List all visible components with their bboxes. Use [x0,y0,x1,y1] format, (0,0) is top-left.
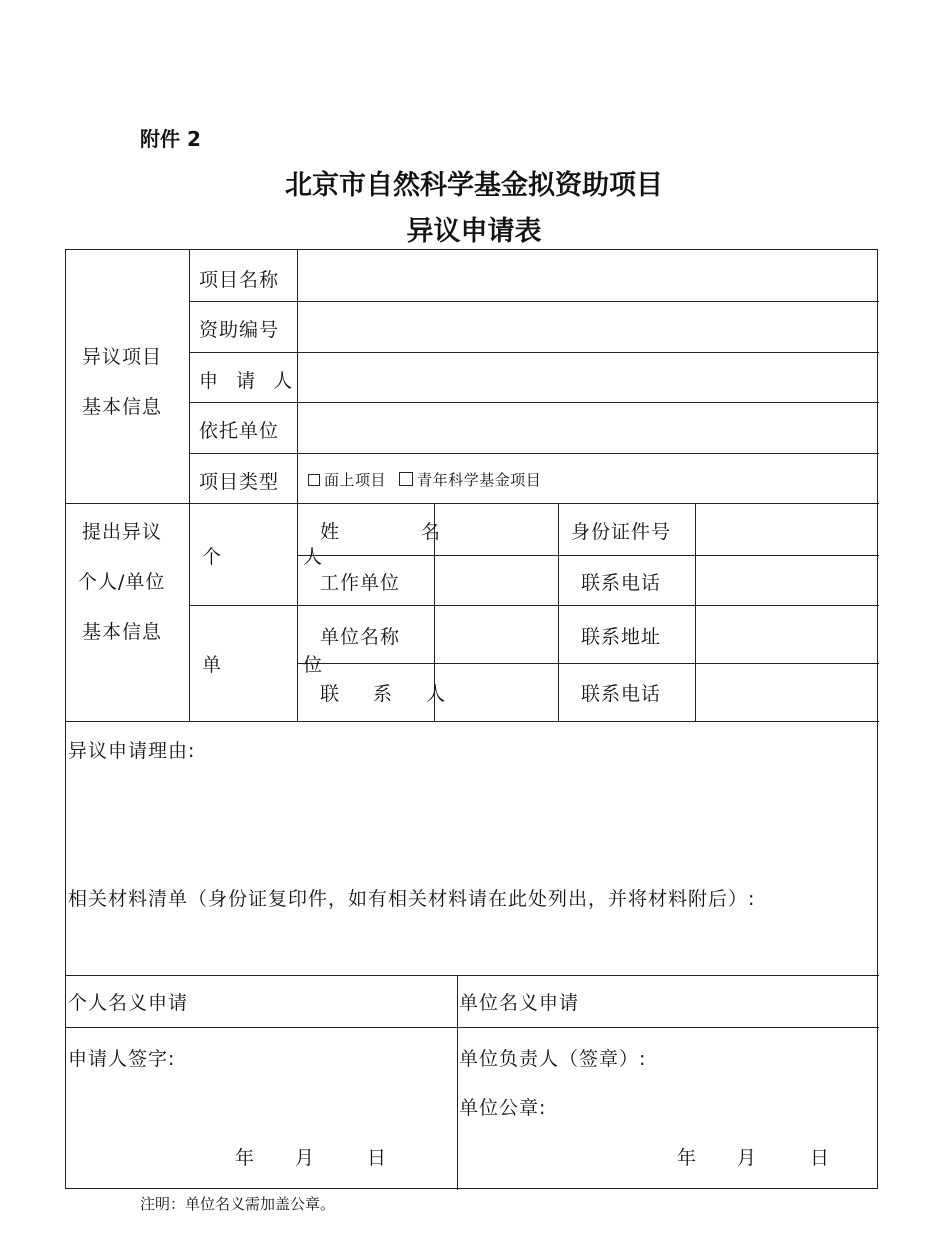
phone-label: 联系电话 [581,572,662,594]
footnote: 注明：单位名义需加盖公章。 [140,1195,336,1213]
id-number-label: 身份证件号 [571,521,672,543]
grid-line [695,503,696,721]
applicant-signature-label: 申请人签字: [68,1048,176,1070]
contact-person-label: 联 系 人 [320,683,460,705]
checkbox-general-project[interactable] [308,474,320,486]
row-label-host-unit: 依托单位 [199,420,280,442]
section2-label-line1: 提出异议 [82,521,163,543]
grid-line [189,352,879,353]
row-label-applicant: 申 请 人 [199,370,299,392]
checkbox-youth-project[interactable] [399,472,413,486]
unit-label: 单 位 [202,654,361,676]
individual-label: 个 人 [202,546,361,568]
date-left-month: 月 [295,1147,316,1169]
section1-label-line1: 异议项目 [82,346,163,368]
unit-name-label: 单位名称 [320,626,401,648]
address-label: 联系地址 [581,626,662,648]
date-right-year: 年 [677,1147,698,1169]
section2-label-line2: 个人/单位 [78,571,166,593]
row-label-funding-number: 资助编号 [199,319,280,341]
attachment-label: 附件 2 [140,127,201,151]
grid-line [297,555,879,556]
date-left-year: 年 [235,1147,256,1169]
grid-line [189,402,879,403]
grid-line [66,721,879,722]
row-label-project-type: 项目类型 [199,471,280,493]
grid-line [66,503,879,504]
materials-label: 相关材料清单（身份证复印件，如有相关材料请在此处列出，并将材料附后）: [68,888,756,910]
grid-line [66,975,879,976]
grid-line [189,301,879,302]
unit-apply-label: 单位名义申请 [459,992,580,1014]
date-left-day: 日 [367,1147,388,1169]
unit-head-signature-label: 单位负责人（签章）: [459,1048,647,1070]
grid-line [558,503,559,721]
work-unit-label: 工作单位 [320,572,401,594]
grid-line [189,453,879,454]
date-right-month: 月 [737,1147,758,1169]
option-general-project: 面上项目 [324,471,387,489]
grid-line [66,1027,879,1028]
personal-apply-label: 个人名义申请 [68,992,189,1014]
reason-label: 异议申请理由: [68,740,196,762]
grid-line [189,250,190,721]
grid-line [189,605,879,606]
form-table [65,249,878,1189]
form-title-line1: 北京市自然科学基金拟资助项目 [285,170,663,201]
grid-line [457,975,458,1190]
form-title-line2: 异议申请表 [406,216,542,247]
unit-seal-label: 单位公章: [459,1097,547,1119]
grid-line [297,663,879,664]
project-type-options [308,469,541,490]
name-label: 姓 名 [320,521,479,543]
phone2-label: 联系电话 [581,683,662,705]
option-youth-project: 青年科学基金项目 [417,471,542,489]
date-right-day: 日 [810,1147,831,1169]
row-label-project-name: 项目名称 [199,269,280,291]
section2-label-line3: 基本信息 [82,621,163,643]
section1-label-line2: 基本信息 [82,396,163,418]
